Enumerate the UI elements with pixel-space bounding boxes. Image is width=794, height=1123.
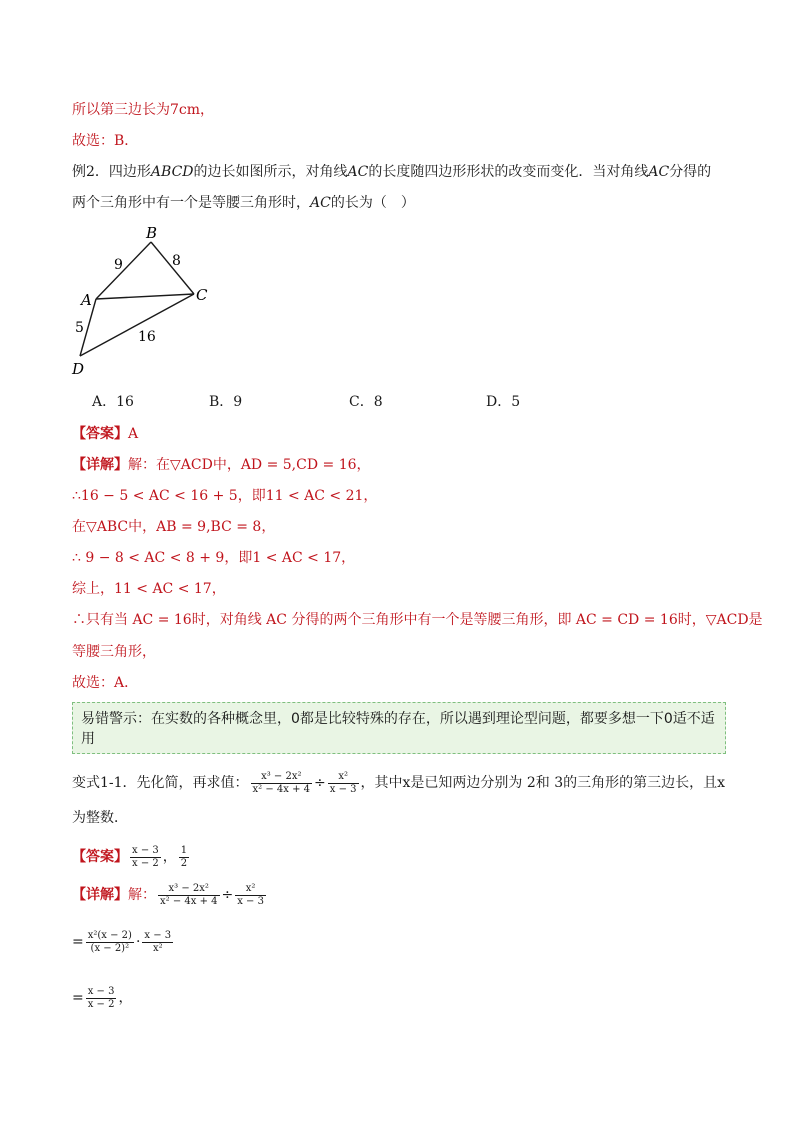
text-span: 变式1-1．先化简，再求值： [72, 775, 249, 791]
fraction-denominator: 2 [180, 857, 188, 869]
fraction-denominator: (x − 2)² [90, 942, 130, 954]
multiply-dot: · [135, 934, 141, 950]
fraction-numerator: x²(x − 2) [87, 929, 132, 941]
detail-2-line-1 [72, 880, 268, 910]
detail-1-line-4: ∴ 9 − 8 < AC < 8 + 9，即1 < AC < 17， [72, 550, 356, 566]
variant-question [72, 768, 725, 798]
detail-1-line-1 [72, 455, 371, 475]
fraction-numerator: x − 3 [132, 844, 159, 856]
text-span: 两个三角形中有一个是等腰三角形时， [72, 195, 310, 211]
fraction [158, 883, 220, 908]
answer-1 [72, 424, 138, 444]
fraction-denominator: x − 3 [329, 783, 357, 795]
example-2-question [72, 162, 711, 182]
separator: ， [118, 990, 133, 1006]
detail-tag: 【详解】 [72, 887, 128, 903]
vertex-label-d: D [72, 360, 85, 378]
edge-dc [80, 294, 194, 356]
fraction [86, 930, 134, 955]
detail-1-line-5: 综上，11 < AC < 17， [72, 581, 226, 597]
fraction-numerator: x − 3 [87, 985, 115, 997]
fraction [142, 930, 173, 955]
vertex-label-c: C [196, 286, 208, 304]
text-span: 解：在▽ACD中，AD = 5,CD = 16， [128, 457, 371, 473]
text-span: 解： [128, 887, 156, 903]
divide-sign: ÷ [314, 775, 326, 791]
vertex-label-b: B [146, 224, 158, 242]
text-line: 故选：B． [72, 133, 139, 149]
answer-2 [72, 842, 191, 872]
math-span: AC [648, 164, 670, 180]
detail-1-line-3: 在▽ABC中，AB = 9,BC = 8， [72, 519, 276, 535]
detail-1-line-2: ∴16 − 5 < AC < 16 + 5，即11 < AC < 21， [72, 488, 378, 504]
answer-tag: 【答案】 [72, 426, 128, 442]
fraction-denominator: x − 2 [132, 857, 159, 869]
text-span: 的边长如图所示，对角线 [193, 164, 348, 180]
math-span: AC [310, 195, 331, 211]
equals-sign: = [72, 934, 84, 950]
math-span: AC [347, 164, 369, 180]
example-2-question-cont [72, 193, 415, 213]
detail-tag: 【详解】 [72, 457, 128, 473]
variant-question-cont: 为整数． [72, 810, 128, 826]
detail-1-line-8: 故选：A． [72, 675, 139, 691]
fraction [86, 986, 117, 1011]
text-span: ，其中x是已知两边分别为 2和 3的三角形的第三边长，且x [360, 775, 726, 791]
fraction-denominator: x − 2 [87, 998, 115, 1010]
detail-1-line-6: ∴只有当 AC = 16时，对角线 AC 分得的两个三角形中有一个是等腰三角形，即 AC = CD = 16时，▽ACD是 [72, 612, 763, 628]
fraction [130, 845, 161, 870]
edge-label-ad: 5 [75, 320, 84, 336]
edge-label-dc: 16 [138, 329, 156, 345]
text-span: 的长为（ ） [330, 195, 415, 211]
text-span: 例2．四边形 [72, 164, 151, 180]
fraction-denominator: x² [152, 942, 163, 954]
math-span: ABCD [150, 164, 194, 180]
detail-2-line-2 [72, 926, 175, 958]
answer-value: A [128, 426, 139, 442]
text-span: 的长度随四边形形状的改变而变化．当对角线 [368, 164, 649, 180]
fraction-numerator: x − 3 [144, 929, 172, 941]
answer-tag: 【答案】 [72, 849, 128, 865]
text-line: 所以第三边长为7cm， [72, 102, 215, 118]
fraction [251, 771, 313, 796]
text-span: 分得的 [669, 164, 712, 180]
edge-label-bc: 8 [172, 253, 181, 269]
divide-sign: ÷ [221, 887, 234, 903]
vertex-label-a: A [81, 291, 92, 309]
fraction-numerator: x² [235, 883, 266, 896]
separator: ， [162, 849, 177, 865]
fraction-numerator: 1 [180, 844, 188, 856]
option-b[interactable]: B．9 [209, 394, 243, 410]
option-d[interactable]: D．5 [486, 394, 521, 410]
fraction-numerator: x² [328, 771, 359, 784]
warning-notice-box: 易错警示：在实数的各种概念里，0都是比较特殊的存在，所以遇到理论型问题，都要多想一下0适不适用 [72, 702, 726, 754]
quadrilateral-figure [66, 222, 226, 382]
fraction-numerator: x³ − 2x² [158, 883, 220, 896]
fraction-denominator: x² − 4x + 4 [252, 783, 311, 795]
fraction-denominator: x − 3 [237, 895, 264, 907]
option-c[interactable]: C．8 [349, 394, 383, 410]
fraction [235, 883, 266, 908]
equals-sign: = [72, 990, 84, 1006]
detail-2-line-3 [72, 982, 132, 1014]
fraction [179, 845, 189, 870]
edge-ab [96, 242, 151, 299]
detail-1-line-7: 等腰三角形， [72, 644, 156, 660]
fraction-numerator: x³ − 2x² [251, 771, 313, 784]
edge-label-ab: 9 [114, 257, 123, 273]
option-a[interactable]: A．16 [92, 394, 134, 410]
fraction [328, 771, 359, 796]
fraction-denominator: x² − 4x + 4 [160, 895, 218, 907]
edge-ca [96, 294, 194, 299]
